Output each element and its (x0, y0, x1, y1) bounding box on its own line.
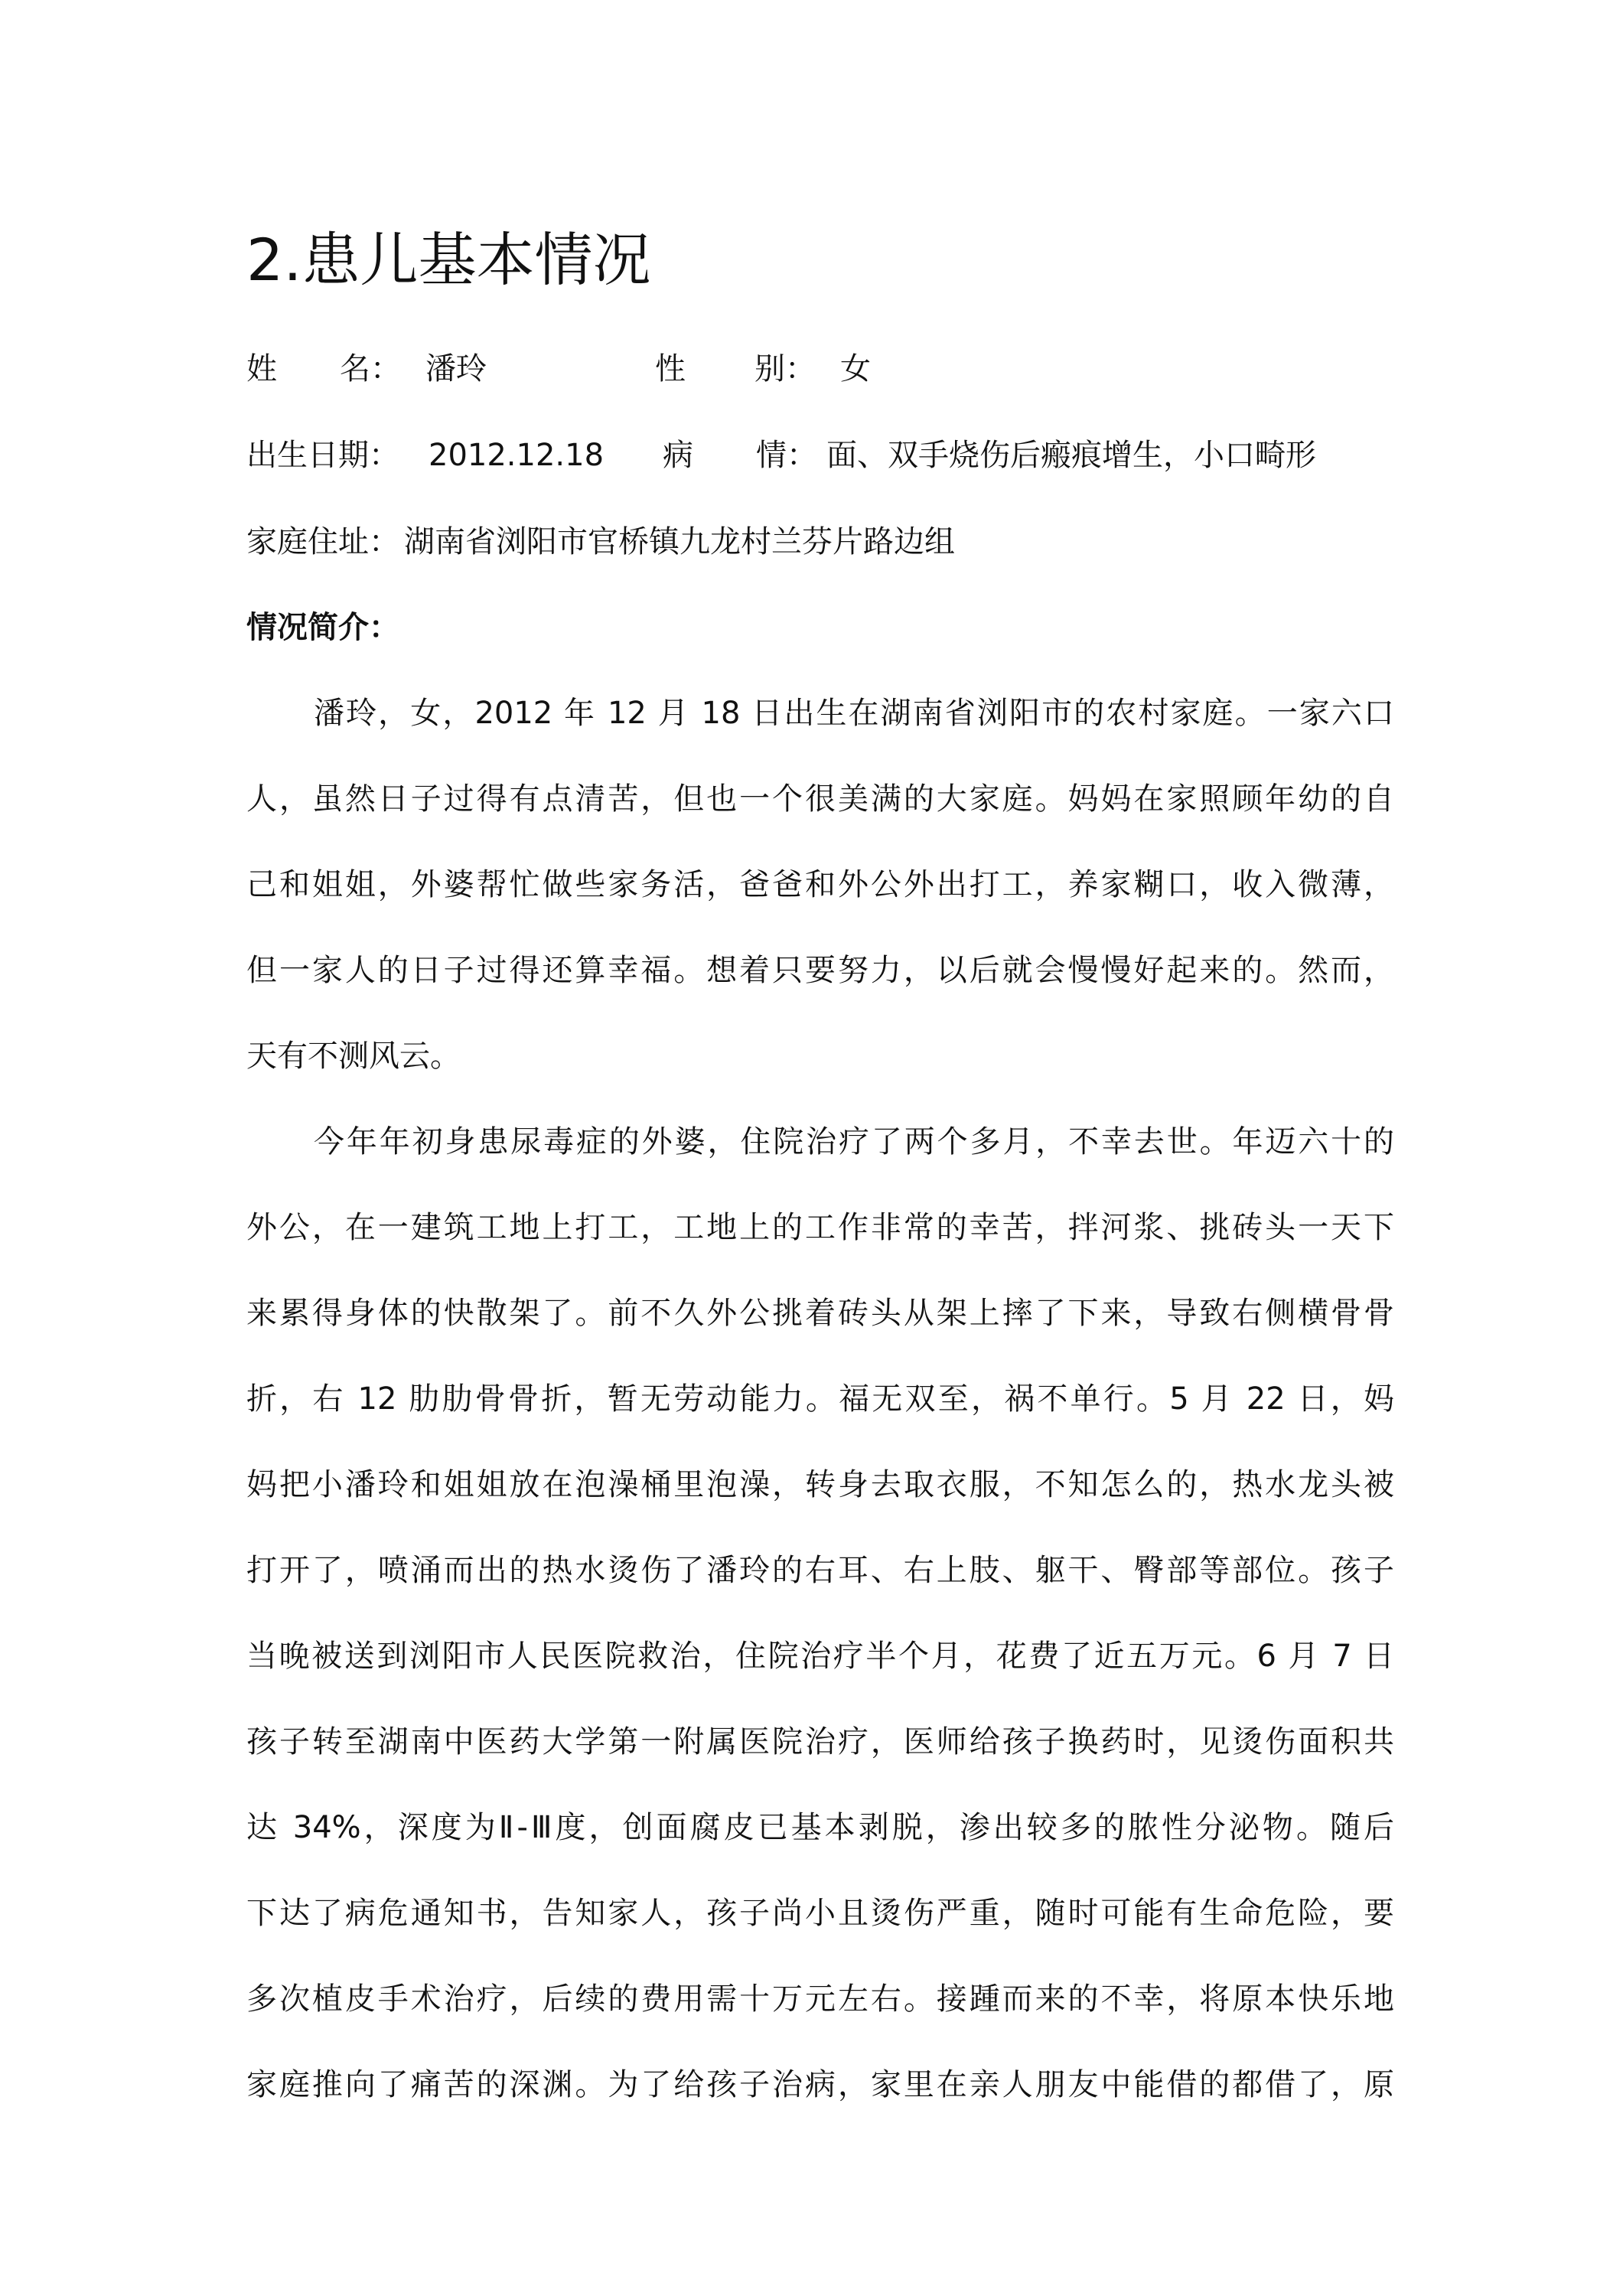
name-label-char-1: 姓 (246, 351, 277, 386)
paragraph-2-line: 多次植皮手术治疗，后续的费用需十万元左右。接踵而来的不幸，将原本快乐地 (246, 1981, 1394, 2017)
birth-value: 2012.12.18 (429, 438, 605, 473)
section-title: 2.患儿基本情况 (246, 226, 651, 294)
name-label-char-2: 名： (340, 351, 401, 386)
address-value: 湖南省浏阳市官桥镇九龙村兰芬片路边组 (404, 524, 955, 559)
gender-value: 女 (840, 351, 871, 386)
paragraph-1-line: 潘玲，女，2012 年 12 月 18 日出生在湖南省浏阳市的农村家庭。一家六口 (314, 696, 1394, 731)
paragraph-2-line: 达 34%，深度为Ⅱ-Ⅲ度，创面腐皮已基本剥脱，渗出较多的脓性分泌物。随后 (246, 1810, 1394, 1845)
paragraph-2-line: 今年年初身患尿毒症的外婆，住院治疗了两个多月，不幸去世。年迈六十的 (314, 1124, 1394, 1159)
gender-label-char-1: 性 (655, 351, 686, 386)
paragraph-2-line: 下达了病危通知书，告知家人，孩子尚小且烫伤严重，随时可能有生命危险，要 (246, 1896, 1394, 1931)
paragraph-1-line: 但一家人的日子过得还算幸福。想着只要努力，以后就会慢慢好起来的。然而， (246, 953, 1394, 988)
paragraph-2-line: 家庭推向了痛苦的深渊。为了给孩子治病，家里在亲人朋友中能借的都借了，原 (246, 2067, 1394, 2102)
condition-value: 面、双手烧伤后瘢痕增生，小口畸形 (826, 438, 1316, 473)
address-label: 家庭住址： (246, 524, 399, 559)
birth-label: 出生日期： (246, 438, 399, 473)
paragraph-2-line: 妈把小潘玲和姐姐放在泡澡桶里泡澡，转身去取衣服，不知怎么的，热水龙头被 (246, 1467, 1394, 1502)
name-value: 潘玲 (425, 351, 487, 386)
paragraph-2-line: 孩子转至湖南中医药大学第一附属医院治疗，医师给孩子换药时，见烫伤面积共 (246, 1724, 1394, 1760)
paragraph-2-line: 打开了，喷涌而出的热水烫伤了潘玲的右耳、右上肢、躯干、臀部等部位。孩子 (246, 1553, 1394, 1588)
paragraph-2-line: 来累得身体的快散架了。前不久外公挑着砖头从架上摔了下来，导致右侧横骨骨 (246, 1296, 1394, 1331)
paragraph-1-line: 人，虽然日子过得有点清苦，但也一个很美满的大家庭。妈妈在家照顾年幼的自 (246, 781, 1394, 817)
paragraph-1-line: 己和姐姐，外婆帮忙做些家务活，爸爸和外公外出打工，养家糊口，收入微薄， (246, 867, 1394, 902)
condition-label-char-1: 病 (663, 438, 693, 473)
paragraph-2-line: 折，右 12 肋肋骨骨折，暂无劳动能力。福无双至，祸不单行。5 月 22 日，妈 (246, 1381, 1394, 1417)
condition-label-char-2: 情： (756, 438, 817, 473)
gender-label-char-2: 别： (754, 351, 816, 386)
intro-heading: 情况简介： (246, 610, 399, 645)
paragraph-2-line: 当晚被送到浏阳市人民医院救治，住院治疗半个月，花费了近五万元。6 月 7 日 (246, 1639, 1394, 1674)
paragraph-1-line: 天有不测风云。 (246, 1039, 461, 1074)
paragraph-2-line: 外公，在一建筑工地上打工，工地上的工作非常的幸苦，拌河浆、挑砖头一天下 (246, 1210, 1394, 1245)
